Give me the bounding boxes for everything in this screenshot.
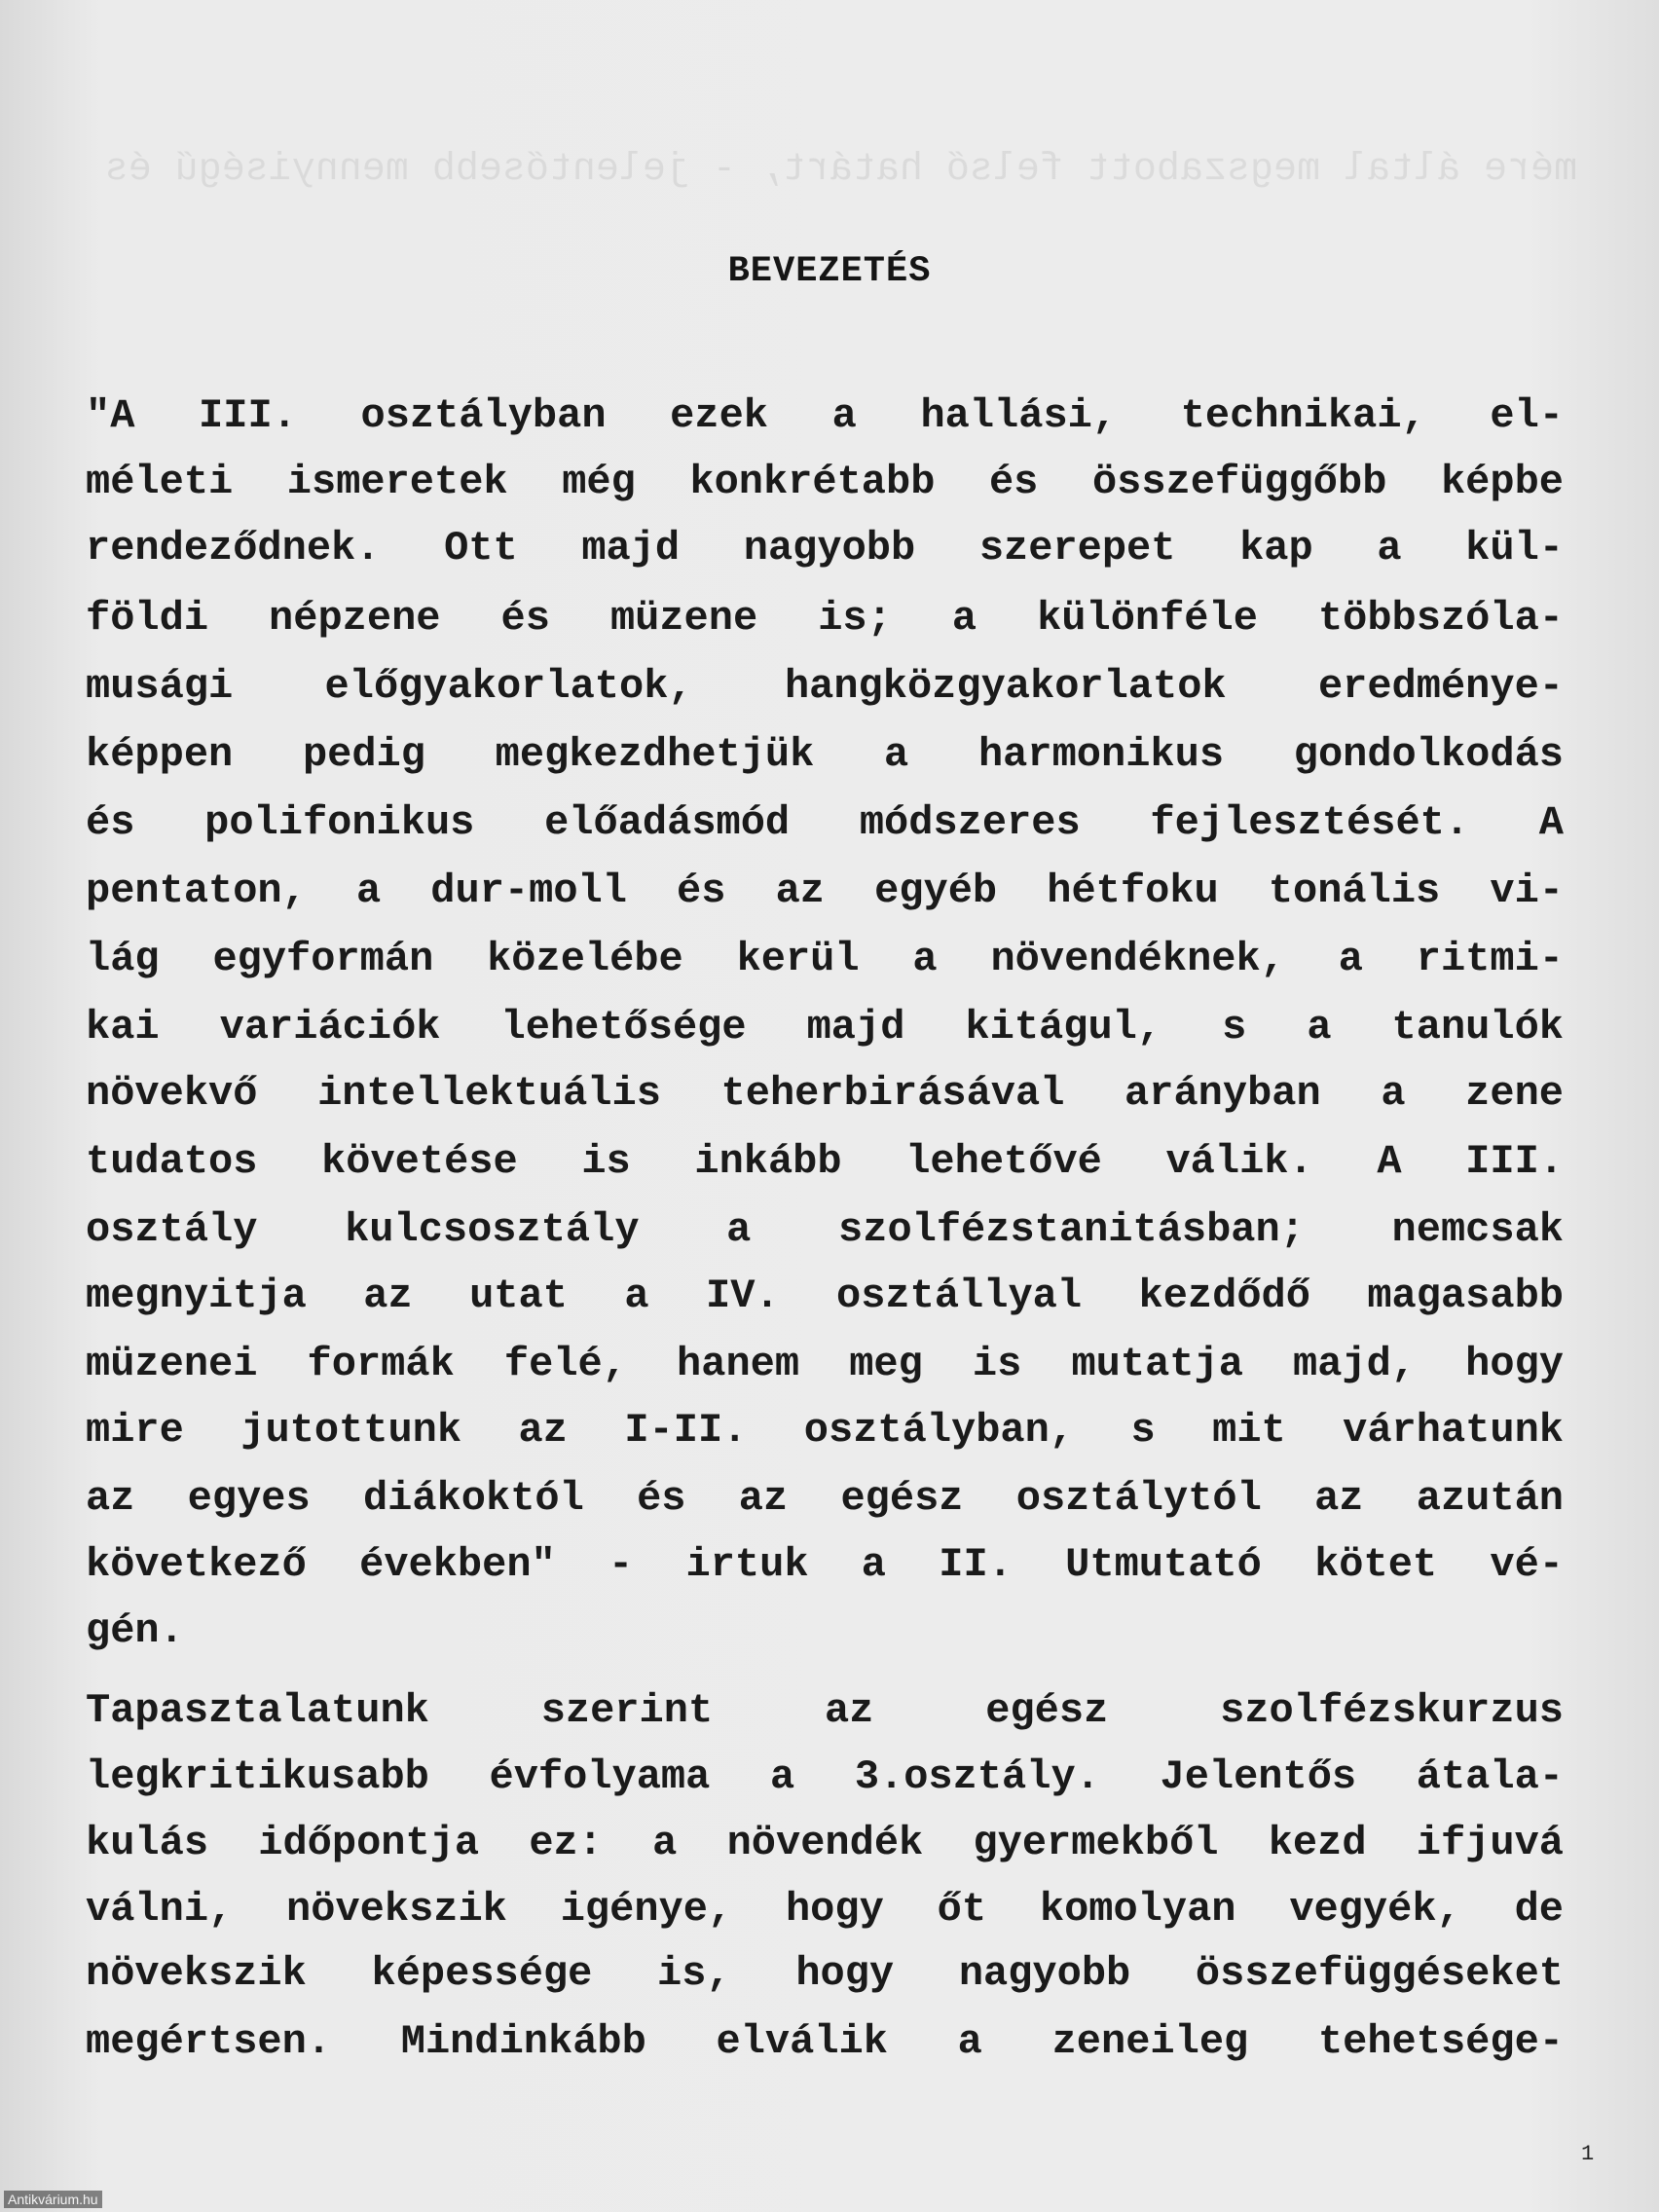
- text-line: az egyes diákoktól és az egész osztálytól az azután: [86, 1475, 1564, 1522]
- watermark: Antikvárium.hu: [4, 2191, 102, 2208]
- text-line: megnyitja az utat a IV. osztállyal kezdődő magasabb: [86, 1272, 1564, 1319]
- text-line: rendeződnek. Ott majd nagyobb szerepet kap a kül-: [86, 525, 1564, 571]
- text-line: növekszik képessége is, hogy nagyobb összefüggéseket: [86, 1950, 1564, 1997]
- text-line: megértsen. Mindinkább elválik a zeneileg tehetsége-: [86, 2018, 1564, 2065]
- text-line: kulás időpontja ez: a növendék gyermekből kezd ifjuvá: [86, 1820, 1564, 1866]
- text-line: "A III. osztályban ezek a hallási, technikai, el-: [86, 392, 1564, 439]
- text-line: kai variációk lehetősége majd kitágul, s a tanulók: [86, 1004, 1564, 1051]
- text-line: válni, növekszik igénye, hogy őt komolyan vegyék, de: [86, 1886, 1564, 1933]
- text-line: gén.: [86, 1607, 184, 1654]
- text-line: következő években" - irtuk a II. Utmutató kötet vé-: [86, 1541, 1564, 1588]
- text-line: musági előgyakorlatok, hangközgyakorlatok eredménye-: [86, 663, 1564, 710]
- text-line: növekvő intellektuális teherbirásával arányban a zene: [86, 1070, 1564, 1117]
- text-line: mire jutottunk az I-II. osztályban, s mit várhatunk: [86, 1407, 1564, 1454]
- text-line: tudatos követése is inkább lehetővé válik. A III.: [86, 1138, 1564, 1185]
- text-line: legkritikusabb évfolyama a 3.osztály. Jelentős átala-: [86, 1753, 1564, 1800]
- text-line: és polifonikus előadásmód módszeres fejlesztését. A: [86, 799, 1564, 846]
- text-line: lág egyformán közelébe kerül a növendéknek, a ritmi-: [86, 936, 1564, 982]
- text-line: pentaton, a dur-moll és az egyéb hétfoku tonális vi-: [86, 867, 1564, 914]
- page-title: BEVEZETÉS: [727, 251, 932, 292]
- page-number: 1: [1581, 2142, 1595, 2166]
- text-line: Tapasztalatunk szerint az egész szolfézskurzus: [86, 1687, 1564, 1734]
- text-line: müzenei formák felé, hanem meg is mutatja majd, hogy: [86, 1341, 1564, 1387]
- bleed-line: mére által megszabott felső határt, - jelentősebb mennyiségű és: [104, 148, 1577, 192]
- text-line: képpen pedig megkezdhetjük a harmonikus gondolkodás: [86, 731, 1564, 778]
- text-line: földi népzene és müzene is; a különféle többszóla-: [86, 595, 1564, 642]
- text-line: osztály kulcsosztály a szolfézstanitásban; nemcsak: [86, 1206, 1564, 1253]
- text-line: méleti ismeretek még konkrétabb és összefüggőbb képbe: [86, 459, 1564, 505]
